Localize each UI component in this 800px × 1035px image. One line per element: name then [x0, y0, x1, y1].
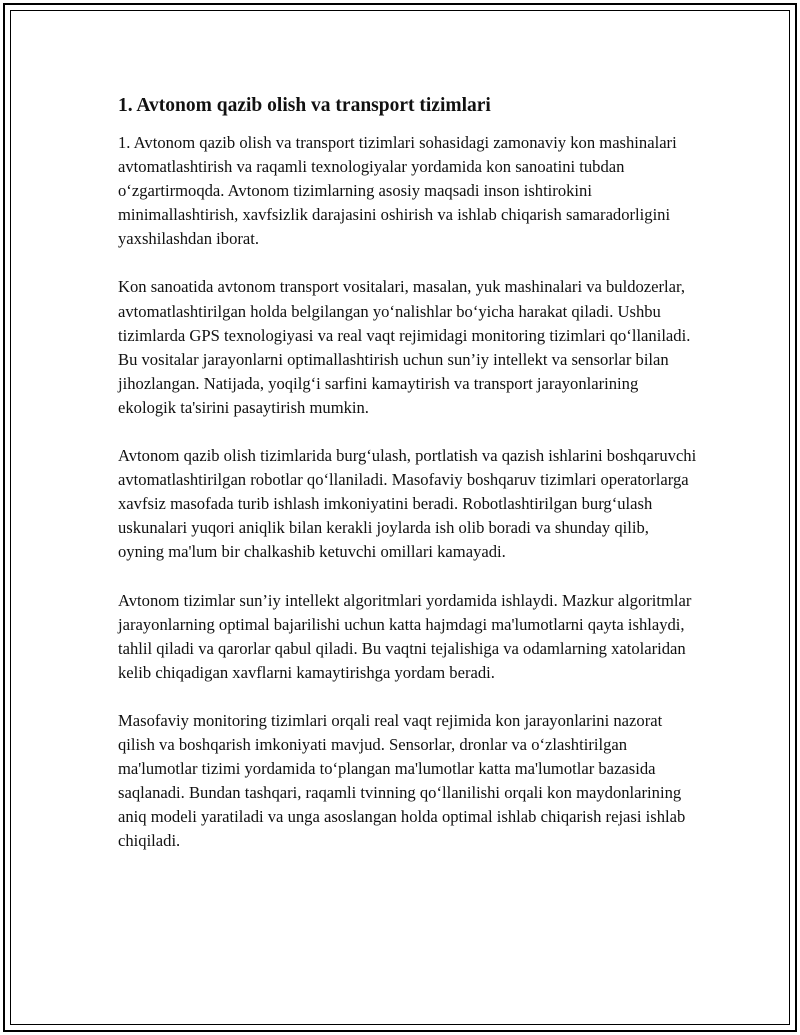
document-body [118, 92, 698, 877]
section-heading: 1. Avtonom qazib olish va transport tizimlari [118, 95, 491, 116]
paragraph-5: Masofaviy monitoring tizimlari orqali real vaqt rejimida kon jarayonlarini nazorat qilish va boshqarish imkoniyati mavjud. Sensorlar, dronlar va o‘zlashtirilgan ma'lumotlar tizimi yordamida to‘plangan ma'lumotlar katta ma'lumotlar bazasida saqlanadi. Bundan tashqari, raqamli tvinning qo‘llanilishi orqali kon maydonlarining aniq modeli yaratiladi va unga asoslangan holda optimal ishlab chiqarish rejasi ishlab chiqiladi. [118, 710, 686, 851]
paragraph-4: Avtonom tizimlar sun’iy intellekt algoritmlari yordamida ishlaydi. Mazkur algoritmlar jarayonlarning optimal bajarilishi uchun katta hajmdagi ma'lumotlarni qayta ishlaydi, tahlil qiladi va qarorlar qabul qiladi. Bu vaqtni tejalishiga va odamlarning xatolaridan kelib chiqadigan xavflarni kamaytirishga yordam beradi. [118, 590, 692, 682]
paragraph-1: 1. Avtonom qazib olish va transport tizimlari sohasidagi zamonaviy kon mashinalari avtomatlashtirish va raqamli texnologiyalar yordamida kon sanoatini tubdan o‘zgartirmoqda. Avtonom tizimlarning asosiy maqsadi inson ishtirokini minimallashtirish, xavfsizlik darajasini oshirish va ishlab chiqarish samaradorligini yaxshilashdan iborat. [118, 133, 677, 249]
paragraph-2: Kon sanoatida avtonom transport vositalari, masalan, yuk mashinalari va buldozerlar, avtomatlashtirilgan holda belgilangan yo‘nalishlar bo‘yicha harakat qiladi. Ushbu tizimlarda GPS texnologiyasi va real vaqt rejimidagi monitoring tizimlari qo‘llaniladi. Bu vositalar jarayonlarni optimallashtirish uchun sun’iy intellekt va sensorlar bilan jihozlangan. Natijada, yoqilg‘i sarfini kamaytirish va transport jarayonlarining ekologik ta'sirini pasaytirish mumkin. [118, 277, 691, 417]
paragraph-3: Avtonom qazib olish tizimlarida burg‘ulash, portlatish va qazish ishlarini boshqaruvchi avtomatlashtirilgan robotlar qo‘llaniladi. Masofaviy boshqaruv tizimlari operatorlarga xavfsiz masofada turib ishlash imkoniyatini beradi. Robotlashtirilgan burg‘ulash uskunalari yuqori aniqlik bilan kerakli joylarda ish olib boradi va shunday qilib, oyning ma'lum bir chalkashib ketuvchi omillari kamayadi. [118, 446, 697, 562]
